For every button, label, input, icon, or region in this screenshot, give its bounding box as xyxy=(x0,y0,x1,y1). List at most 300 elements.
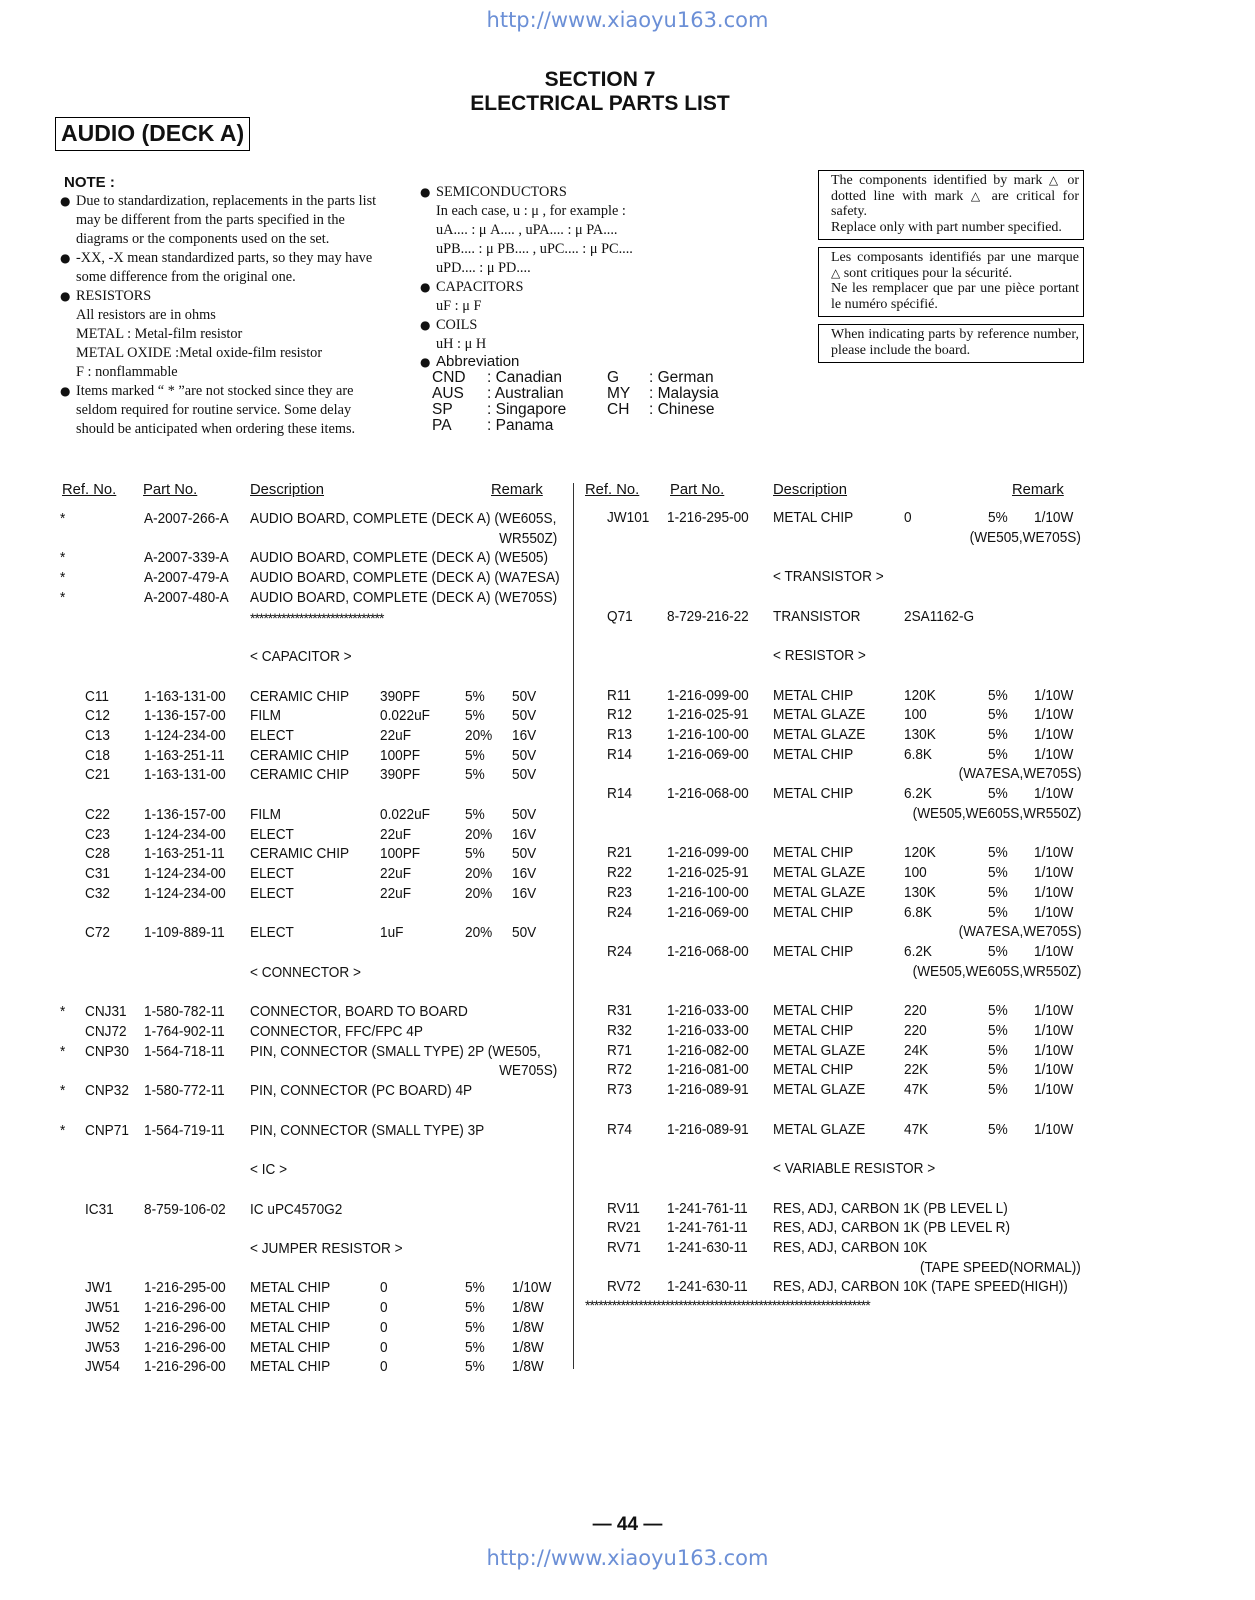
right-tolerance: 5% xyxy=(988,904,1008,921)
right-part-no: 1-216-099-00 xyxy=(667,845,749,862)
left-ref-no: CNP30 xyxy=(85,1043,129,1060)
left-tolerance: 20% xyxy=(465,866,493,883)
left-ref-no: JW1 xyxy=(85,1280,113,1297)
left-tolerance: 5% xyxy=(465,1339,485,1356)
right-header-ref: Ref. No. xyxy=(585,482,640,498)
right-ref-no: R32 xyxy=(607,1022,632,1039)
right-description: METAL CHIP xyxy=(773,1003,854,1020)
left-value: 1uF xyxy=(380,925,404,942)
left-header-part: Part No. xyxy=(143,482,198,498)
right-part-no: 8-729-216-22 xyxy=(667,608,749,625)
left-stock-mark: * xyxy=(60,1004,66,1021)
left-description: < CONNECTOR > xyxy=(250,964,361,981)
safety-fr-text: Ne les remplacer que par une pièce portant le numéro spécifié. xyxy=(831,281,1079,312)
right-description: METAL GLAZE xyxy=(773,707,866,724)
right-description: METAL GLAZE xyxy=(773,727,866,744)
left-part-no: 1-124-234-00 xyxy=(144,728,226,745)
right-remark: 1/10W xyxy=(1034,510,1074,526)
left-description: METAL CHIP xyxy=(250,1339,331,1356)
right-description: RES, ADJ, CARBON 10K (TAPE SPEED(HIGH)) xyxy=(773,1279,1068,1296)
left-description: FILM xyxy=(250,708,282,725)
right-tolerance: 5% xyxy=(988,1042,1008,1059)
note-heading: NOTE : xyxy=(64,174,115,191)
abbr-cell: CND xyxy=(432,369,466,386)
left-ref-no: CNP71 xyxy=(85,1122,129,1139)
right-part-no: 1-241-630-11 xyxy=(667,1240,748,1256)
notes-block xyxy=(60,173,380,439)
left-description: METAL CHIP xyxy=(250,1319,331,1336)
right-description: METAL GLAZE xyxy=(773,1121,866,1138)
resistors-head: ● RESISTORS xyxy=(60,287,380,306)
right-part-no: 1-216-069-00 xyxy=(667,904,749,921)
left-stock-mark: * xyxy=(60,570,66,587)
note-item: ● Due to standardization, replacements in the parts list may be different from the parts specified in the diagrams or the components used on the set. xyxy=(60,192,380,249)
left-part-no: 1-216-296-00 xyxy=(144,1319,226,1336)
right-ref-no: R71 xyxy=(607,1042,632,1059)
right-remark: 1/10W xyxy=(1034,1003,1074,1020)
left-description: AUDIO BOARD, COMPLETE (DECK A) (WE705S) xyxy=(250,589,558,606)
left-remark: 50V xyxy=(512,806,537,823)
section-number: SECTION 7 xyxy=(544,68,656,91)
left-value: 0.022uF xyxy=(380,708,430,725)
right-value: 220 xyxy=(904,1003,927,1020)
left-value: 100PF xyxy=(380,846,421,863)
note-item: ● -XX, -X mean standardized parts, so they may have some difference from the original one. xyxy=(60,249,380,287)
left-part-no: A-2007-480-A xyxy=(144,589,229,606)
left-ref-no: CNP32 xyxy=(85,1083,129,1100)
abbr-cell: AUS xyxy=(432,385,464,402)
right-description: < TRANSISTOR > xyxy=(773,569,884,586)
left-tolerance: 5% xyxy=(465,688,485,705)
left-part-no: 1-136-157-00 xyxy=(144,708,226,725)
right-value: 0 xyxy=(904,510,912,526)
left-part-no: 1-163-131-00 xyxy=(144,767,226,784)
right-value: 100 xyxy=(904,707,927,724)
left-tolerance: 5% xyxy=(465,1300,485,1317)
abbr-cell: : Australian xyxy=(487,385,564,402)
left-ref-no: C13 xyxy=(85,728,110,745)
right-tolerance: 5% xyxy=(988,786,1008,803)
safety-en-text: The components identified by mark xyxy=(831,173,1043,188)
right-part-no: 1-216-033-00 xyxy=(667,1022,749,1039)
left-description: < JUMPER RESISTOR > xyxy=(250,1241,403,1257)
coils-head: ● COILS xyxy=(420,316,760,335)
left-part-no: 1-580-782-11 xyxy=(144,1004,225,1021)
left-ref-no: JW51 xyxy=(85,1300,120,1317)
left-description: CERAMIC CHIP xyxy=(250,767,350,784)
left-description: PIN, CONNECTOR (SMALL TYPE) 3P xyxy=(250,1122,485,1139)
left-part-no: 1-109-889-11 xyxy=(144,925,225,942)
right-remark: 1/10W xyxy=(1034,1121,1074,1138)
right-value: 47K xyxy=(904,1082,929,1099)
left-description: < IC > xyxy=(250,1162,288,1179)
right-ref-no: R24 xyxy=(607,944,632,961)
left-tolerance: 5% xyxy=(465,767,485,784)
abbr-cell: SP xyxy=(432,401,453,418)
left-remark: 16V xyxy=(512,728,537,745)
warning-triangle-icon: △ xyxy=(831,265,841,280)
left-remark: 50V xyxy=(512,747,537,764)
right-ref-no: R22 xyxy=(607,865,632,882)
left-value: 22uF xyxy=(380,885,412,902)
column-divider xyxy=(573,483,574,1369)
right-ref-no: R12 xyxy=(607,707,632,724)
left-remark: 50V xyxy=(512,925,537,942)
right-value: 6.2K xyxy=(904,944,933,961)
right-description: < RESISTOR > xyxy=(773,648,866,665)
left-description: PIN, CONNECTOR (PC BOARD) 4P xyxy=(250,1083,473,1100)
left-part-no: 1-564-719-11 xyxy=(144,1122,225,1139)
left-part-no: 1-216-296-00 xyxy=(144,1300,226,1317)
warning-triangle-icon: △ xyxy=(970,188,985,203)
semis-line: uPB.... : μ PB.... , uPC.... : μ PC.... xyxy=(436,241,633,257)
left-description: METAL CHIP xyxy=(250,1300,331,1317)
items-marked-note: ● Items marked “ * ”are not stocked since they are seldom required for routine service. Some delay should be anticipated when ordering these items. xyxy=(60,382,380,439)
right-description: METAL GLAZE xyxy=(773,865,866,882)
left-part-no: 1-580-772-11 xyxy=(144,1083,225,1100)
left-ref-no: C23 xyxy=(85,826,110,843)
safety-box-en xyxy=(818,170,1084,240)
abbr-cell: : German xyxy=(649,369,714,386)
right-remark: 1/10W xyxy=(1034,1042,1074,1059)
right-description: RES, ADJ, CARBON 1K (PB LEVEL L) xyxy=(773,1200,1008,1217)
left-remark: 50V xyxy=(512,846,537,863)
left-part-no: 1-136-157-00 xyxy=(144,806,226,823)
right-part-no: 1-241-630-11 xyxy=(667,1279,748,1296)
left-part-no: A-2007-266-A xyxy=(144,511,229,527)
left-description: AUDIO BOARD, COMPLETE (DECK A) (WE505) xyxy=(250,550,549,567)
left-tolerance: 5% xyxy=(465,1280,485,1297)
right-remark: (WA7ESA,WE705S) xyxy=(958,924,1081,941)
right-ref-no: R11 xyxy=(607,687,631,704)
left-value: 0 xyxy=(380,1280,388,1297)
right-description: RES, ADJ, CARBON 10K xyxy=(773,1240,928,1256)
right-tolerance: 5% xyxy=(988,1121,1008,1138)
left-tolerance: 5% xyxy=(465,708,485,725)
section-title: ELECTRICAL PARTS LIST xyxy=(470,92,730,115)
left-description: IC uPC4570G2 xyxy=(250,1201,343,1218)
semis-line: uPD.... : μ PD.... xyxy=(436,260,531,276)
deck-label-text: AUDIO (DECK A) xyxy=(61,120,245,146)
right-tolerance: 5% xyxy=(988,944,1008,961)
left-tolerance: 20% xyxy=(465,885,493,902)
left-remark: 16V xyxy=(512,866,537,883)
left-value: 22uF xyxy=(380,728,412,745)
right-tolerance: 5% xyxy=(988,687,1008,704)
right-tolerance: 5% xyxy=(988,1062,1008,1079)
resistor-note: METAL : Metal-film resistor xyxy=(76,326,243,342)
right-ref-no: R72 xyxy=(607,1062,632,1079)
left-ref-no: C31 xyxy=(85,866,110,883)
right-remark: 1/10W xyxy=(1034,904,1074,921)
left-tolerance: 20% xyxy=(465,925,493,942)
page-title xyxy=(380,68,820,116)
right-part-no: 1-216-099-00 xyxy=(667,687,749,704)
right-ref-no: R23 xyxy=(607,884,632,901)
left-remark: 50V xyxy=(512,688,537,705)
right-tolerance: 5% xyxy=(988,865,1008,882)
right-description: METAL CHIP xyxy=(773,1022,854,1039)
watermark-bottom: http://www.xiaoyu163.com xyxy=(486,1546,769,1570)
resistor-note: All resistors are in ohms xyxy=(76,307,216,323)
left-ref-no: JW53 xyxy=(85,1339,120,1356)
right-part-no: 1-216-089-91 xyxy=(667,1121,749,1138)
right-remark: 1/10W xyxy=(1034,1022,1074,1039)
right-header-part: Part No. xyxy=(670,482,725,498)
right-tolerance: 5% xyxy=(988,707,1008,724)
left-tolerance: 5% xyxy=(465,747,485,764)
left-remark: 1/10W xyxy=(512,1280,552,1297)
right-remark: 1/10W xyxy=(1034,687,1074,704)
left-description: ELECT xyxy=(250,885,294,902)
right-description: METAL GLAZE xyxy=(773,1082,866,1099)
right-tolerance: 5% xyxy=(988,1003,1008,1020)
right-description: TRANSISTOR xyxy=(773,608,861,625)
right-value: 47K xyxy=(904,1121,929,1138)
right-tolerance: 5% xyxy=(988,845,1008,862)
left-ref-no: C28 xyxy=(85,846,110,863)
safety-notes xyxy=(818,170,1084,370)
right-description: METAL GLAZE xyxy=(773,884,866,901)
right-value: 120K xyxy=(904,845,936,862)
right-remark: 1/10W xyxy=(1034,786,1074,803)
right-remark: 1/10W xyxy=(1034,727,1074,744)
right-part-no: 1-241-761-11 xyxy=(667,1200,748,1217)
right-remark: (WA7ESA,WE705S) xyxy=(958,766,1081,783)
right-description: METAL CHIP xyxy=(773,845,854,862)
left-stock-mark: * xyxy=(60,1043,66,1060)
right-remark: (WE505,WE705S) xyxy=(969,529,1081,546)
left-description: CERAMIC CHIP xyxy=(250,747,350,764)
left-ref-no: C22 xyxy=(85,806,110,823)
left-ref-no: C18 xyxy=(85,747,110,764)
abbr-cell: MY xyxy=(607,385,631,402)
right-header-remark: Remark xyxy=(1012,482,1064,498)
right-tolerance: 5% xyxy=(988,1022,1008,1039)
right-remark: 1/10W xyxy=(1034,1062,1074,1079)
abbreviation-table xyxy=(420,370,760,434)
right-ref-no: RV72 xyxy=(607,1279,641,1296)
left-value: 0.022uF xyxy=(380,806,430,823)
semis-line: uA.... : μ A.... , uPA.... : μ PA.... xyxy=(436,222,618,238)
left-value: 22uF xyxy=(380,826,412,843)
left-part-no: 1-564-718-11 xyxy=(144,1043,225,1060)
right-part-no: 1-216-068-00 xyxy=(667,786,749,803)
right-part-no: 1-216-082-00 xyxy=(667,1042,749,1059)
right-remark: (TAPE SPEED(NORMAL)) xyxy=(920,1259,1081,1276)
deck-label xyxy=(55,117,250,151)
right-ref-no: R14 xyxy=(607,786,632,803)
left-value: 390PF xyxy=(380,688,421,705)
abbr-head: ● Abbreviation xyxy=(420,354,760,370)
left-part-no: 1-163-131-00 xyxy=(144,688,226,705)
right-remark: 1/10W xyxy=(1034,944,1074,961)
right-part-no: 1-216-100-00 xyxy=(667,727,749,744)
right-remark: (WE505,WE605S,WR550Z) xyxy=(912,963,1081,980)
right-remark: 1/10W xyxy=(1034,746,1074,763)
reference-box xyxy=(818,324,1084,363)
left-part-no: 1-124-234-00 xyxy=(144,866,226,883)
right-ref-no: RV71 xyxy=(607,1240,641,1256)
left-ref-no: C21 xyxy=(85,767,110,784)
left-value: 100PF xyxy=(380,747,421,764)
safety-box-fr xyxy=(818,247,1084,317)
right-ref-no: JW101 xyxy=(607,510,650,526)
left-ref-no: IC31 xyxy=(85,1201,114,1218)
right-ref-no: R14 xyxy=(607,746,632,763)
right-remark: 1/10W xyxy=(1034,845,1074,862)
left-stock-mark: * xyxy=(60,550,66,567)
left-description: CONNECTOR, BOARD TO BOARD xyxy=(250,1004,468,1021)
left-part-no: 1-163-251-11 xyxy=(144,846,225,863)
right-part-no: 1-216-033-00 xyxy=(667,1003,749,1020)
right-ref-no: Q71 xyxy=(607,608,633,625)
right-description: METAL CHIP xyxy=(773,786,854,803)
right-value: 130K xyxy=(904,727,936,744)
legend-block xyxy=(420,183,760,434)
left-header-ref: Ref. No. xyxy=(62,482,117,498)
right-description: < VARIABLE RESISTOR > xyxy=(773,1161,936,1178)
right-tolerance: 5% xyxy=(988,727,1008,744)
right-value: 6.8K xyxy=(904,746,933,763)
left-ref-no: JW54 xyxy=(85,1359,120,1376)
left-value: 0 xyxy=(380,1319,388,1336)
abbr-cell: CH xyxy=(607,401,630,418)
right-part-no: 1-216-089-91 xyxy=(667,1082,749,1099)
left-tolerance: 5% xyxy=(465,1319,485,1336)
left-remark: 50V xyxy=(512,767,537,784)
abbr-cell xyxy=(649,418,749,434)
left-ref-no: CNJ31 xyxy=(85,1004,127,1021)
left-remark: 1/8W xyxy=(512,1339,544,1356)
safety-en-text: or dotted line with mark xyxy=(831,173,1080,204)
right-ref-no: R13 xyxy=(607,727,632,744)
left-value: 0 xyxy=(380,1300,388,1317)
left-description: METAL CHIP xyxy=(250,1359,331,1376)
right-value: 2SA1162-G xyxy=(904,608,975,625)
left-ref-no: C72 xyxy=(85,925,110,942)
right-ref-no: R31 xyxy=(607,1003,632,1020)
left-tolerance: 5% xyxy=(465,1359,485,1376)
left-ref-no: CNJ72 xyxy=(85,1023,127,1040)
right-part-no: 1-216-025-91 xyxy=(667,865,749,882)
abbr-cell: : Malaysia xyxy=(649,385,719,402)
left-description: AUDIO BOARD, COMPLETE (DECK A) (WE605S, xyxy=(250,511,557,527)
left-ref-no: C11 xyxy=(85,688,109,705)
right-description: METAL CHIP xyxy=(773,746,854,763)
right-part-no: 1-216-025-91 xyxy=(667,707,749,724)
left-description: METAL CHIP xyxy=(250,1280,331,1297)
right-ref-no: RV21 xyxy=(607,1220,641,1237)
right-description: METAL CHIP xyxy=(773,510,854,526)
left-description: FILM xyxy=(250,806,282,823)
left-remark: 1/8W xyxy=(512,1300,544,1317)
left-tolerance: 5% xyxy=(465,806,485,823)
watermark-top: http://www.xiaoyu163.com xyxy=(486,8,769,32)
left-stock-mark: * xyxy=(60,589,66,606)
left-description: CONNECTOR, FFC/FPC 4P xyxy=(250,1023,423,1040)
left-description: PIN, CONNECTOR (SMALL TYPE) 2P (WE505, xyxy=(250,1043,541,1060)
right-description: METAL CHIP xyxy=(773,687,854,704)
right-remark: 1/10W xyxy=(1034,884,1074,901)
left-description: ELECT xyxy=(250,826,294,843)
left-value: 22uF xyxy=(380,866,412,883)
left-value: 0 xyxy=(380,1359,388,1376)
abbr-cell: : Panama xyxy=(487,417,554,434)
right-remark: (WE505,WE605S,WR550Z) xyxy=(912,805,1081,822)
left-remark: WR550Z) xyxy=(498,530,557,547)
left-stock-mark: * xyxy=(60,511,66,527)
abbr-cell: PA xyxy=(432,417,452,434)
right-value: 22K xyxy=(904,1062,929,1079)
left-part-no: 1-124-234-00 xyxy=(144,885,226,902)
left-part-no: 1-216-296-00 xyxy=(144,1359,226,1376)
left-remark: WE705S) xyxy=(498,1063,557,1080)
semis-line: In each case, u : μ , for example : xyxy=(436,203,626,219)
left-part-no: A-2007-339-A xyxy=(144,550,229,567)
right-header-desc: Description xyxy=(773,482,848,498)
right-tolerance: 5% xyxy=(988,746,1008,763)
abbr-cell: : Singapore xyxy=(487,401,567,418)
caps-head: ● CAPACITORS xyxy=(420,278,760,297)
right-part-no: 1-216-081-00 xyxy=(667,1062,749,1079)
right-part-no: 1-216-069-00 xyxy=(667,746,749,763)
left-remark: 16V xyxy=(512,826,537,843)
left-description: CERAMIC CHIP xyxy=(250,846,350,863)
safety-fr-text: Les composants identifiés par une marque xyxy=(831,250,1079,265)
right-tolerance: 5% xyxy=(988,884,1008,901)
coils-line: uH : μ H xyxy=(436,336,487,352)
left-part-no: 1-163-251-11 xyxy=(144,747,225,764)
left-header-desc: Description xyxy=(250,482,325,498)
page-number: — 44 — xyxy=(592,1514,663,1535)
right-ref-no: R73 xyxy=(607,1082,632,1099)
semis-head: ● SEMICONDUCTORS xyxy=(420,183,760,202)
right-description: METAL CHIP xyxy=(773,1062,854,1079)
left-part-no: 1-216-295-00 xyxy=(144,1280,226,1297)
right-ref-no: R74 xyxy=(607,1121,632,1138)
safety-en-text: Replace only with part number specified. xyxy=(831,219,1062,235)
left-part-no: 1-124-234-00 xyxy=(144,826,226,843)
abbr-cell xyxy=(607,418,649,434)
left-description: CERAMIC CHIP xyxy=(250,688,350,705)
abbr-cell: : Canadian xyxy=(487,369,562,386)
abbr-cell: G xyxy=(607,369,620,386)
right-value: 130K xyxy=(904,884,936,901)
left-description: ****************************** xyxy=(250,609,384,626)
left-value: 0 xyxy=(380,1339,388,1356)
left-value: 390PF xyxy=(380,767,421,784)
resistor-note: METAL OXIDE :Metal oxide-film resistor xyxy=(76,345,323,361)
right-tolerance: 5% xyxy=(988,510,1008,526)
safety-en-text: are critical for safety. xyxy=(831,188,1079,219)
right-remark: 1/10W xyxy=(1034,1082,1074,1099)
left-remark: 1/8W xyxy=(512,1359,544,1376)
resistor-note: F : nonflammable xyxy=(76,364,178,380)
left-description: < CAPACITOR > xyxy=(250,649,352,666)
left-tolerance: 20% xyxy=(465,826,493,843)
left-header-remark: Remark xyxy=(491,482,543,498)
left-ref-no: C32 xyxy=(85,885,110,902)
right-tolerance: 5% xyxy=(988,1082,1008,1099)
left-ref-no: C12 xyxy=(85,708,110,725)
right-ref-no: R21 xyxy=(607,845,632,862)
right-remark: 1/10W xyxy=(1034,865,1074,882)
left-stock-mark: * xyxy=(60,1083,66,1100)
left-description: AUDIO BOARD, COMPLETE (DECK A) (WA7ESA) xyxy=(250,570,560,587)
right-value: 220 xyxy=(904,1022,927,1039)
right-ref-no: R24 xyxy=(607,904,632,921)
